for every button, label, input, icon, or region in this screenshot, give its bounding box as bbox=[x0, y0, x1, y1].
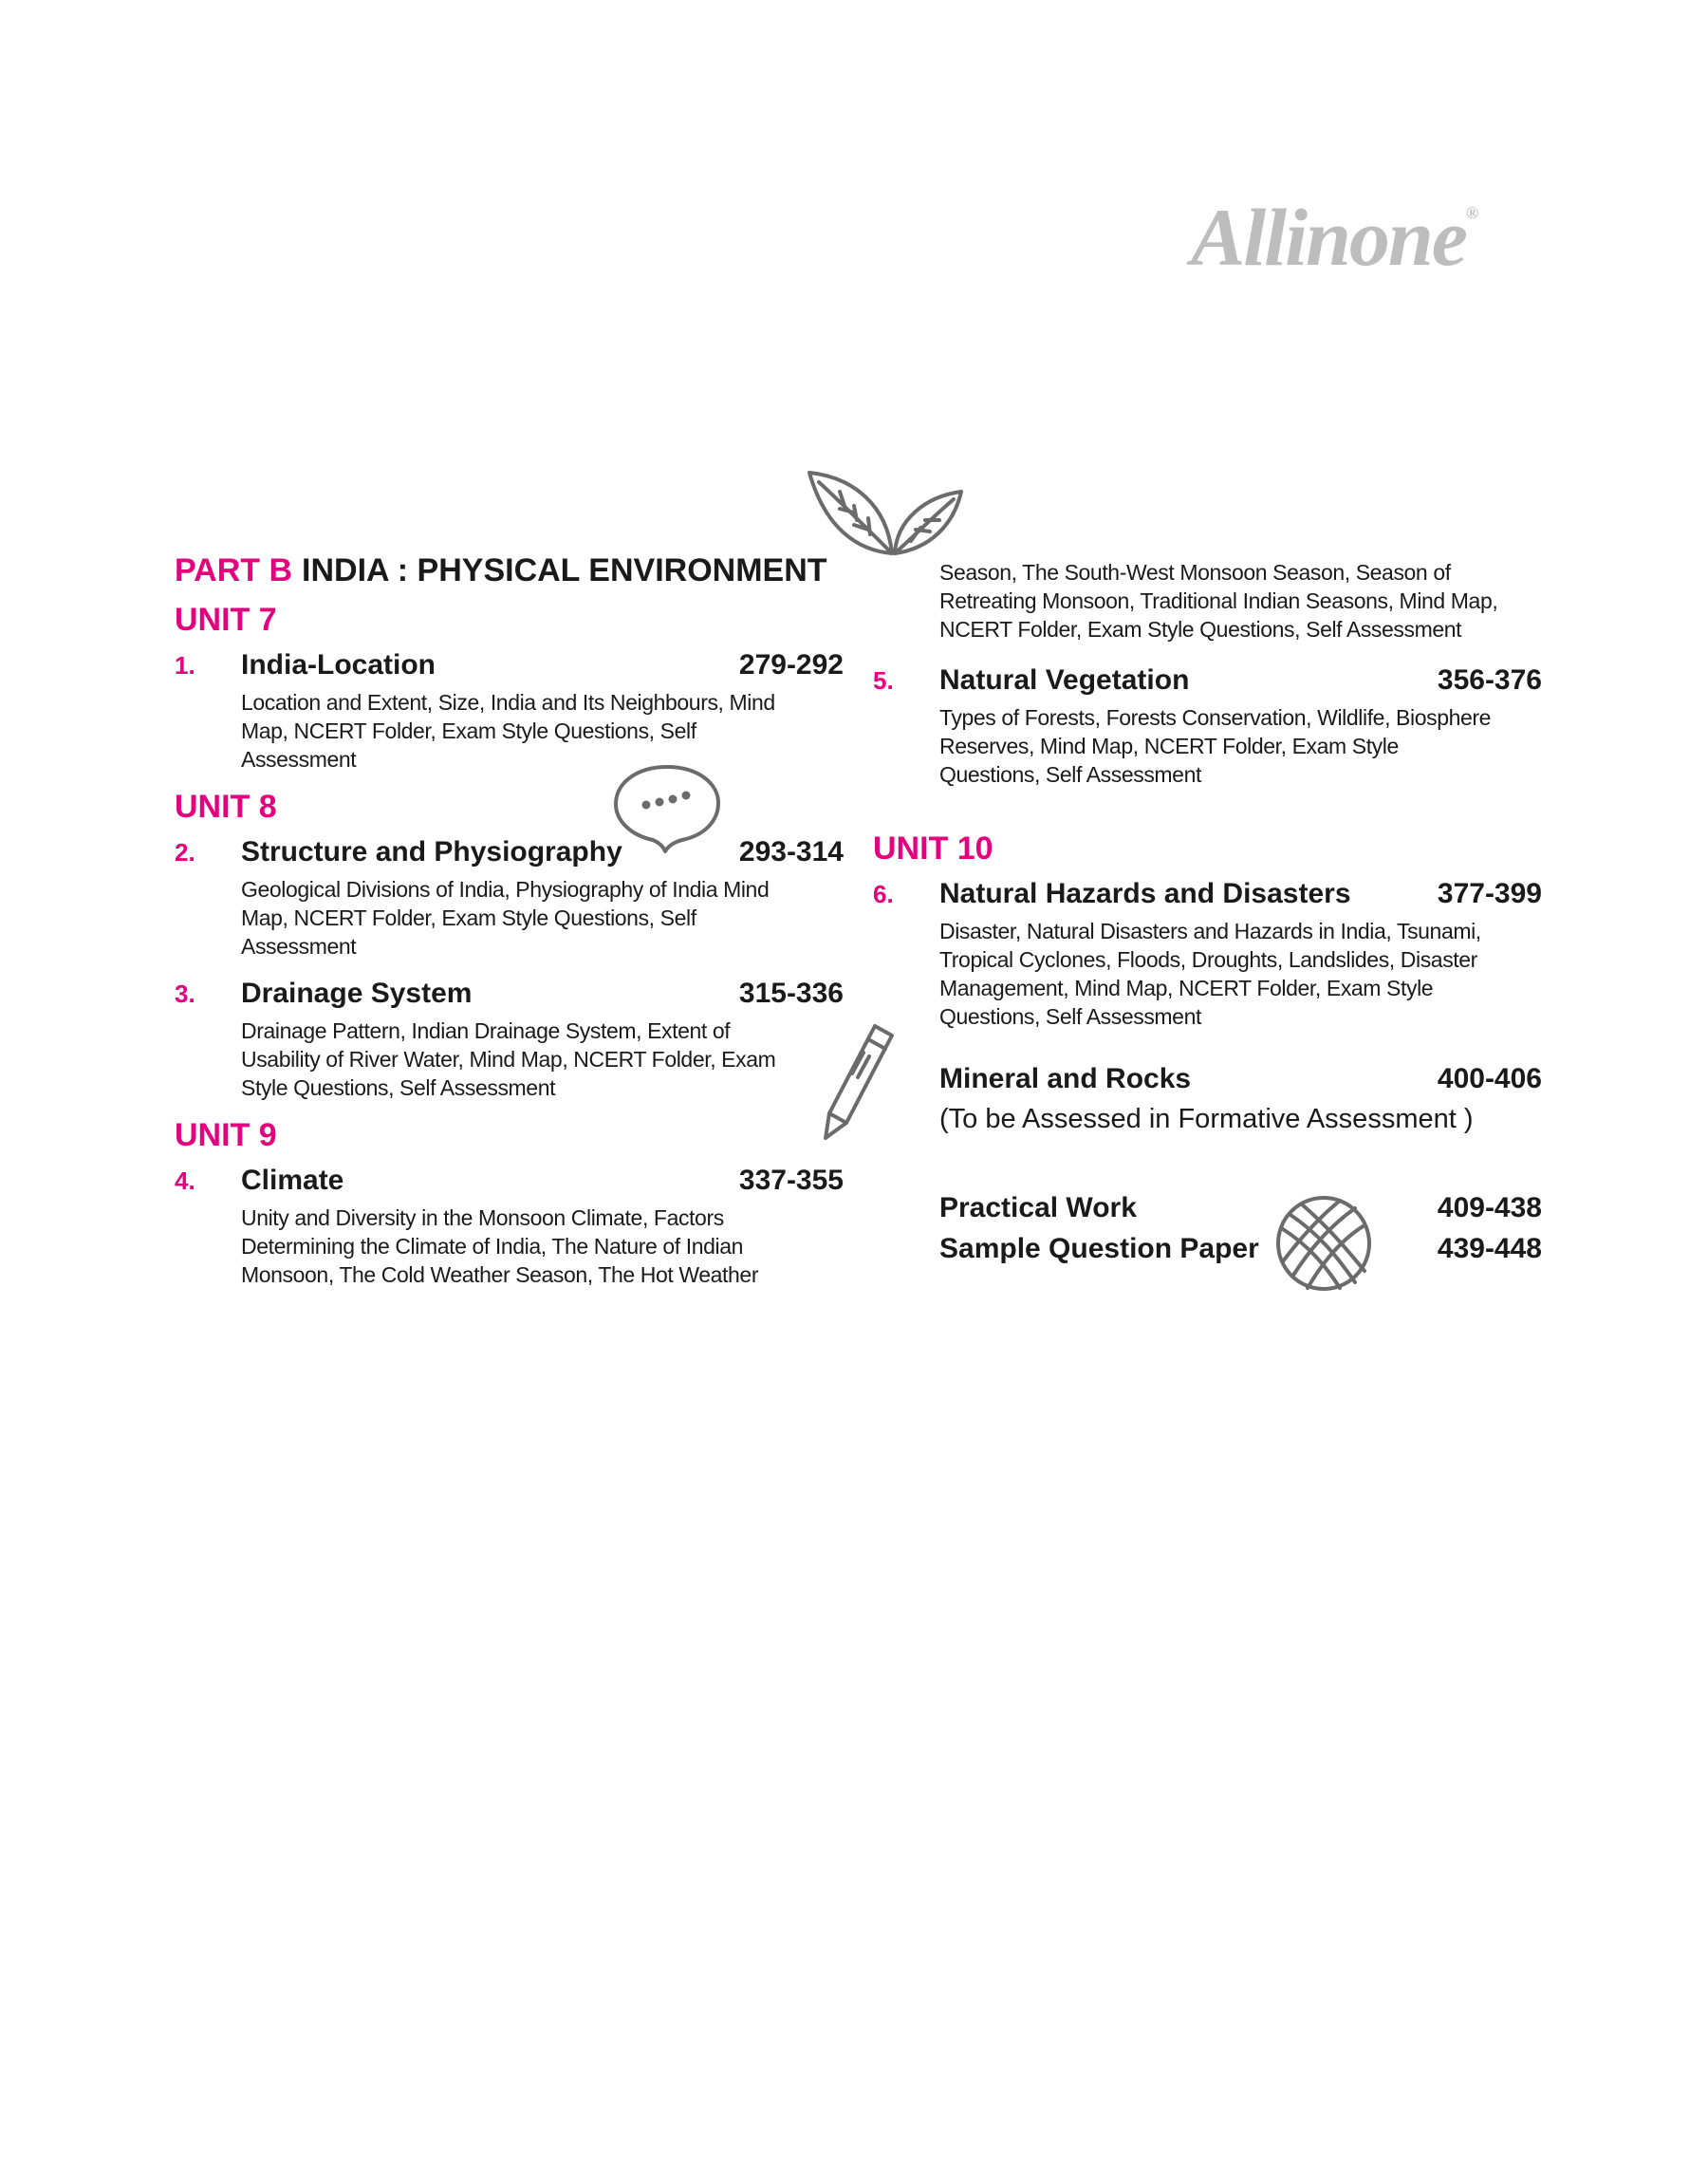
practical-title: Practical Work bbox=[939, 1192, 1137, 1223]
chapter-1[interactable] bbox=[175, 649, 844, 774]
chapter-number: 4. bbox=[175, 1166, 195, 1195]
sample-title: Sample Question Paper bbox=[939, 1233, 1259, 1264]
minerals-pages: 400-406 bbox=[1437, 1063, 1542, 1094]
part-label: PART B bbox=[175, 552, 293, 588]
chapter-pages: 337-355 bbox=[738, 1165, 844, 1196]
minerals-entry[interactable] bbox=[873, 1063, 1542, 1135]
chapter-6[interactable] bbox=[873, 878, 1542, 1031]
chapter-number: 3. bbox=[175, 980, 195, 1008]
chapter-pages: 356-376 bbox=[1437, 664, 1542, 696]
part-title: INDIA : PHYSICAL ENVIRONMENT bbox=[302, 552, 827, 588]
part-heading bbox=[175, 554, 844, 587]
minerals-note: (To be Assessed in Formative Assessment ) bbox=[939, 1104, 1474, 1134]
sample-paper-entry[interactable] bbox=[873, 1233, 1542, 1264]
chapter-4-topics-continued: Season, The South-West Monsoon Season, Season of Retreating Monsoon, Traditional Indian Seasons, Mind Map, NCERT Folder, Exam Style Questions, Self Assessment bbox=[939, 560, 1498, 642]
unit-10-heading: UNIT 10 bbox=[873, 830, 993, 867]
practical-pages: 409-438 bbox=[1437, 1192, 1542, 1223]
chapter-topics: Unity and Diversity in the Monsoon Climate, Factors Determining the Climate of India, The Nature of Indian Monsoon, The Cold Weather Season, The Hot Weather bbox=[241, 1205, 759, 1287]
unit-8-heading: UNIT 8 bbox=[175, 789, 277, 825]
chapter-2[interactable] bbox=[175, 836, 844, 961]
chapter-title: Climate bbox=[241, 1165, 344, 1196]
chapter-topics: Types of Forests, Forests Conservation, Wildlife, Biosphere Reserves, Mind Map, NCERT Folder, Exam Style Questions, Self Assessment bbox=[939, 705, 1492, 787]
unit-9-heading: UNIT 9 bbox=[175, 1117, 277, 1153]
brand-logo bbox=[1191, 190, 1476, 285]
unit-7-heading: UNIT 7 bbox=[175, 602, 277, 638]
chapter-pages: 279-292 bbox=[738, 649, 844, 681]
chapter-5[interactable] bbox=[873, 664, 1542, 789]
chapter-4[interactable] bbox=[175, 1165, 844, 1289]
chapter-number: 2. bbox=[175, 838, 195, 867]
chapter-topics: Disaster, Natural Disasters and Hazards in India, Tsunami, Tropical Cyclones, Floods, Droughts, Landslides, Disaster Management, Mind Map, NCERT Folder, Exam Style Questions, Self Assessment bbox=[939, 919, 1481, 1029]
chapter-title: Drainage System bbox=[241, 978, 473, 1009]
toc-right-column bbox=[873, 550, 1542, 1281]
chapter-pages: 315-336 bbox=[738, 978, 844, 1009]
chapter-topics: Location and Extent, Size, India and Its Neighbours, Mind Map, NCERT Folder, Exam Style Questions, Self Assessment bbox=[241, 690, 775, 772]
chapter-3[interactable] bbox=[175, 978, 844, 1102]
chapter-title: Natural Hazards and Disasters bbox=[939, 878, 1351, 909]
minerals-title: Mineral and Rocks bbox=[939, 1063, 1192, 1094]
chapter-title: India-Location bbox=[241, 649, 436, 681]
chapter-title: Structure and Physiography bbox=[241, 836, 622, 868]
chapter-title: Natural Vegetation bbox=[939, 664, 1190, 696]
chapter-topics: Geological Divisions of India, Physiography of India Mind Map, NCERT Folder, Exam Style Questions, Self Assessment bbox=[241, 877, 770, 959]
chapter-number: 6. bbox=[873, 880, 894, 908]
chapter-pages: 377-399 bbox=[1437, 878, 1542, 909]
chapter-topics: Drainage Pattern, Indian Drainage System, Extent of Usability of River Water, Mind Map, NCERT Folder, Exam Style Questions, Self Assessment bbox=[241, 1018, 776, 1100]
chapter-pages: 293-314 bbox=[738, 836, 844, 868]
toc-left-column bbox=[175, 541, 844, 1306]
registered-mark: ® bbox=[1465, 203, 1477, 222]
chapter-number: 1. bbox=[175, 651, 195, 680]
practical-entry[interactable] bbox=[873, 1192, 1542, 1223]
chapter-number: 5. bbox=[873, 666, 894, 695]
logo-text: Allinone bbox=[1191, 192, 1466, 283]
sample-pages: 439-448 bbox=[1437, 1233, 1542, 1264]
